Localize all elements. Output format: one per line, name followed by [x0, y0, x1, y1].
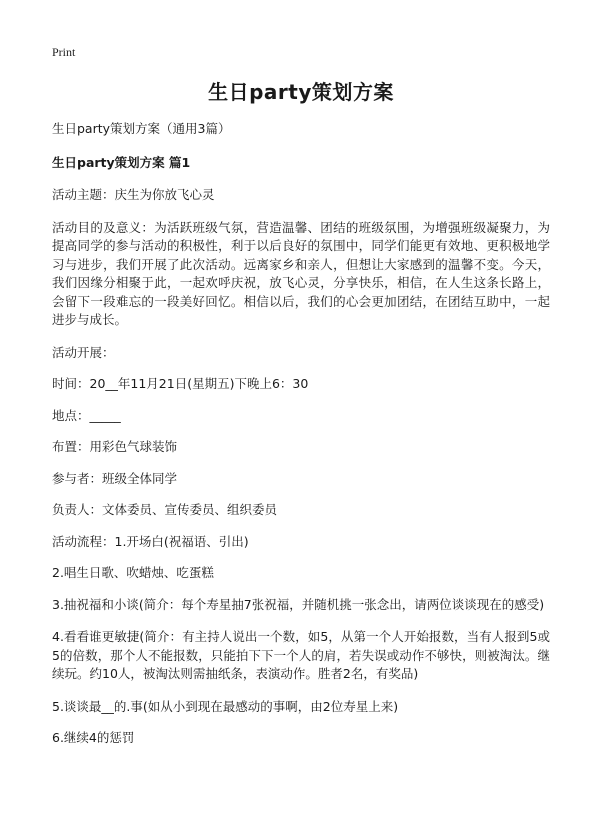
paragraph-step-4: 4.看看谁更敏捷(简介：有主持人说出一个数，如5，从第一个人开始报数，当有人报到5或5的倍数，那个人不能报数，只能拍下下一个人的肩，若失误或动作不够快，则被淘汰。继续玩。约10人，被淘汰则需抽纸条，表演动作。胜者2名，有奖品) [52, 629, 550, 681]
paragraph-organizers: 负责人：文体委员、宣传委员、组织委员 [52, 502, 278, 517]
print-label: Print [52, 45, 76, 59]
paragraph-step-2: 2.唱生日歌、吹蜡烛、吃蛋糕 [52, 565, 214, 580]
document-title: 生日party策划方案 [208, 80, 394, 104]
paragraph-theme: 活动主题：庆生为你放飞心灵 [52, 187, 215, 202]
paragraph-location: 地点：_____ [52, 407, 121, 423]
paragraph-step-6: 6.继续4的惩罚 [52, 730, 135, 745]
paragraph-purpose: 活动目的及意义：为活跃班级气氛，营造温馨、团结的班级氛围，为增强班级凝聚力，为提高同学的参与活动的积极性，利于以后良好的氛围中，同学们能更有效地、更积极地学习与进步，我们开展了此次活动。远离家乡和亲人，但想让大家感到的温馨不变。今天，我们因缘分相聚于此，一起欢呼庆祝，放飞心灵，分享快乐，相信，在人生这条长路上，会留下一段难忘的一段美好回忆。相信以后，我们的心会更加团结，在团结互助中，一起进步与成长。 [52, 219, 550, 327]
paragraph-time: 时间：20__年11月21日(星期五)下晚上6：30 [52, 376, 309, 391]
paragraph-activity-start: 活动开展： [52, 344, 115, 360]
paragraph-step-5: 5.谈谈最__的.事(如从小到现在最感动的事啊，由2位寿星上来) [52, 698, 399, 714]
paragraph-decoration: 布置：用彩色气球装饰 [52, 439, 178, 454]
paragraph-step-3: 3.抽祝福和小谈(简介：每个寿星抽7张祝福，并随机挑一张念出，请两位谈谈现在的感受) [52, 596, 545, 612]
document-subtitle: 生日party策划方案（通用3篇） [52, 121, 231, 136]
section-heading: 生日party策划方案 篇1 [52, 155, 191, 170]
paragraph-participants: 参与者：班级全体同学 [52, 470, 178, 486]
paragraph-process: 活动流程：1.开场白(祝福语、引出) [52, 533, 249, 549]
